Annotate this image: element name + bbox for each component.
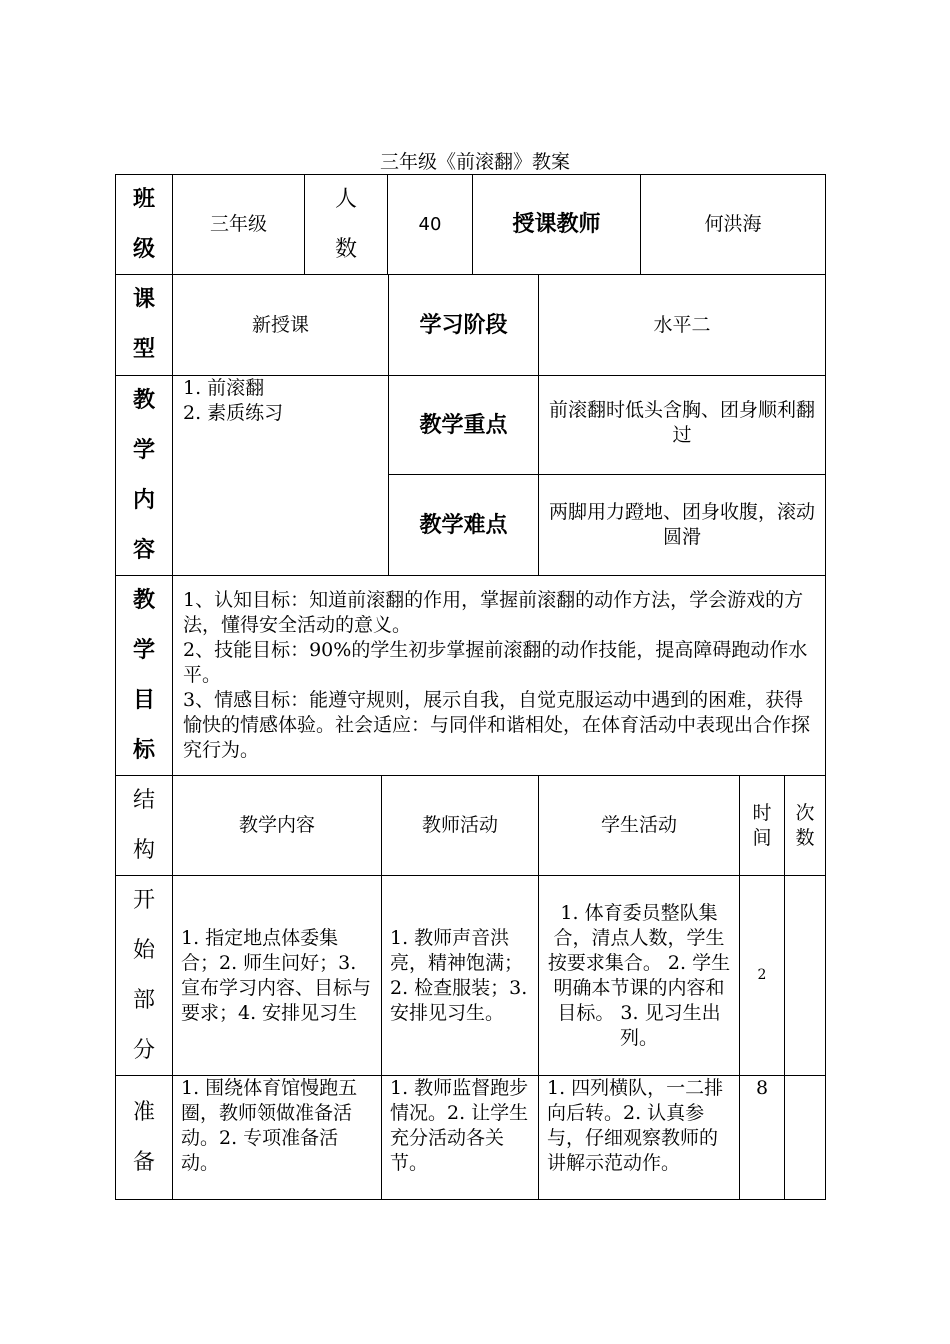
header-count: 次数 xyxy=(795,801,815,849)
header-content: 教学内容 xyxy=(238,814,315,836)
stage-label: 学习阶段 xyxy=(419,312,508,338)
prep-student: 1. 四列横队，一二排向后转。2. 认真参与，仔细观察教师的讲解示范动作。 xyxy=(547,1077,724,1174)
difficulty-label: 教学难点 xyxy=(419,512,508,538)
page-title: 三年级《前滚翻》教案 xyxy=(379,151,570,173)
header-teacher: 教师活动 xyxy=(421,814,498,836)
structure-label: 结 构 xyxy=(132,787,155,863)
list-item: 2. 素质练习 xyxy=(183,402,284,424)
start-content: 1. 指定地点体委集合；2. 师生问好；3. 宣布学习内容、目标与要求；4. 安排见习生 xyxy=(181,926,372,1024)
type-label: 课 型 xyxy=(132,287,155,362)
start-label: 开 始 部 分 xyxy=(132,887,155,1063)
prep-label: 准 备 xyxy=(132,1099,155,1175)
prep-content: 1. 围绕体育馆慢跑五圈，教师领做准备活动。2. 专项准备活动。 xyxy=(181,1077,358,1174)
goal-item: 2、技能目标：90%的学生初步掌握前滚翻的动作技能，提高障碍跑动作水平。 xyxy=(183,639,808,686)
count-value: 40 xyxy=(418,214,442,235)
prep-time: 8 xyxy=(755,1077,769,1099)
count-label: 人 数 xyxy=(334,186,357,262)
goal-item: 3、情感目标：能遵守规则，展示自我，自觉克服运动中遇到的困难，获得愉快的情感体验。社会适应：与同伴和谐相处，在体育活动中表现出合作探究行为。 xyxy=(183,689,811,761)
goals-text xyxy=(173,576,825,775)
stage-value: 水平二 xyxy=(653,313,711,336)
prep-teacher: 1. 教师监督跑步情况。2. 让学生充分活动各关节。 xyxy=(390,1077,529,1174)
header-time: 时间 xyxy=(752,801,772,849)
teacher-label: 授课教师 xyxy=(512,212,601,237)
content-items xyxy=(173,376,388,575)
key-point-label: 教学重点 xyxy=(419,412,508,438)
key-point-value: 前滚翻时低头含胸、团身顺利翻过 xyxy=(549,399,816,446)
goal-item: 1、认知目标：知道前滚翻的作用，掌握前滚翻的动作方法，学会游戏的方法，懂得安全活动的意义。 xyxy=(183,589,804,636)
start-count xyxy=(785,876,825,1075)
grade-value: 三年级 xyxy=(209,213,267,235)
start-teacher: 1. 教师声音洪亮，精神饱满；2. 检查服装；3. 安排见习生。 xyxy=(390,926,528,1024)
start-student: 1. 体育委员整队集合，清点人数，学生按要求集合。 2. 学生明确本节课的内容和目标。 3. 见习生出列。 xyxy=(547,901,731,1049)
goals-label: 教 学 目 标 xyxy=(132,587,155,763)
list-item: 1. 前滚翻 xyxy=(183,377,265,399)
header-student: 学生活动 xyxy=(600,814,677,836)
start-time: 2 xyxy=(757,967,767,983)
content-label: 教 学 内 容 xyxy=(132,387,155,563)
difficulty-value: 两脚用力蹬地、团身收腹，滚动圆滑 xyxy=(549,501,816,548)
prep-count xyxy=(785,1076,825,1199)
class-label: 班 级 xyxy=(132,186,155,262)
type-value: 新授课 xyxy=(251,313,309,336)
teacher-value: 何洪海 xyxy=(704,213,762,235)
